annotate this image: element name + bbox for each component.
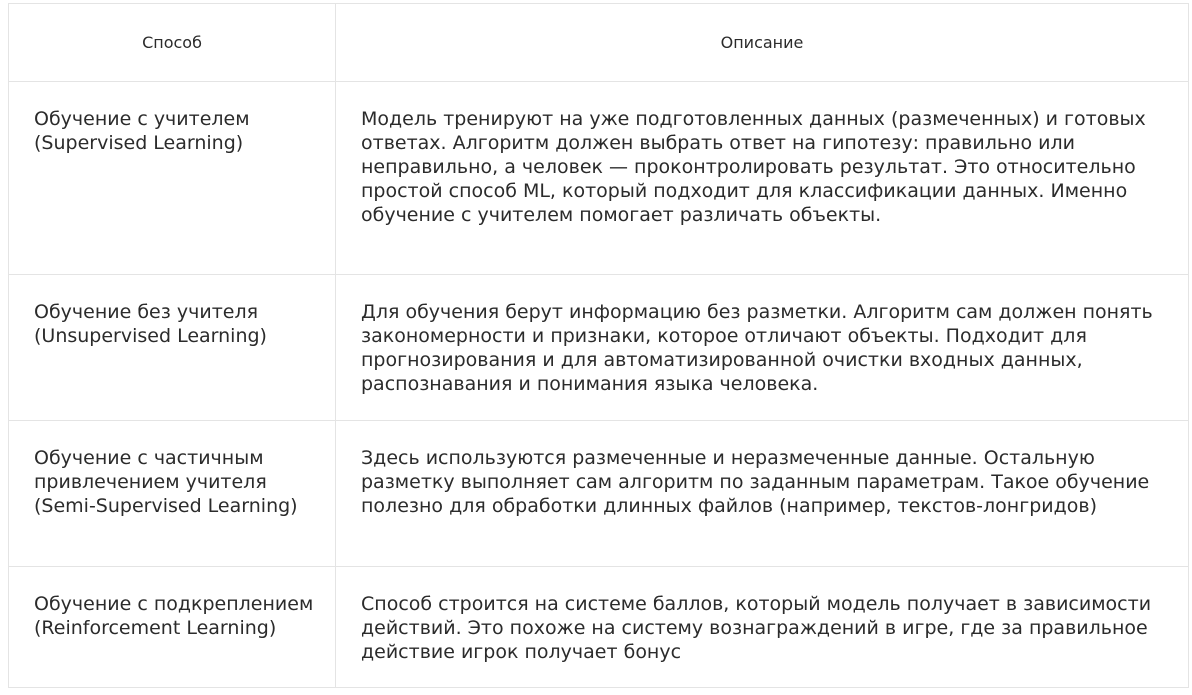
- description-cell: [336, 82, 1189, 275]
- method-cell: [9, 567, 336, 688]
- description-text: Для обучения берут информацию без разметки. Алгоритм сам должен понять закономерности и признаки, которое отличают объекты. Подходит для прогнозирования и для автоматизированной очистки входных данных, распознавания и понимания языка человека.: [361, 301, 1153, 395]
- header-row: [9, 4, 1189, 82]
- header-description: Описание: [336, 4, 1189, 82]
- ml-methods-table: [8, 3, 1189, 688]
- table-row: [9, 82, 1189, 275]
- method-cell: [9, 82, 336, 275]
- table-body: [9, 82, 1189, 688]
- method-cell: [9, 421, 336, 567]
- description-cell: [336, 567, 1189, 688]
- description-cell: [336, 275, 1189, 421]
- method-text: Обучение без учителя (Unsupervised Learning): [34, 301, 267, 347]
- table-header: [9, 4, 1189, 82]
- description-cell: [336, 421, 1189, 567]
- method-cell: [9, 275, 336, 421]
- table-row: [9, 567, 1189, 688]
- description-text: Модель тренируют на уже подготовленных данных (размеченных) и готовых ответах. Алгоритм должен выбрать ответ на гипотезу: правильно или неправильно, а человек — проконтролировать результат. Это относительно простой способ ML, который подходит для классификации данных. Именно обучение с учителем помогает различать объекты.: [361, 108, 1146, 226]
- table-row: [9, 275, 1189, 421]
- table-row: [9, 421, 1189, 567]
- method-text: Обучение с подкреплением (Reinforcement Learning): [34, 593, 314, 639]
- method-text: Обучение с частичным привлечением учителя (Semi-Supervised Learning): [34, 447, 298, 517]
- header-method: Способ: [9, 4, 336, 82]
- description-text: Способ строится на системе баллов, который модель получает в зависимости действий. Это похоже на систему вознаграждений в игре, где за правильное действие игрок получает бонус: [361, 593, 1152, 663]
- description-text: Здесь используются размеченные и неразмеченные данные. Остальную разметку выполняет сам алгоритм по заданным параметрам. Такое обучение полезно для обработки длинных файлов (например, текстов-лонгридов): [361, 447, 1150, 517]
- method-text: Обучение с учителем (Supervised Learning): [34, 108, 250, 154]
